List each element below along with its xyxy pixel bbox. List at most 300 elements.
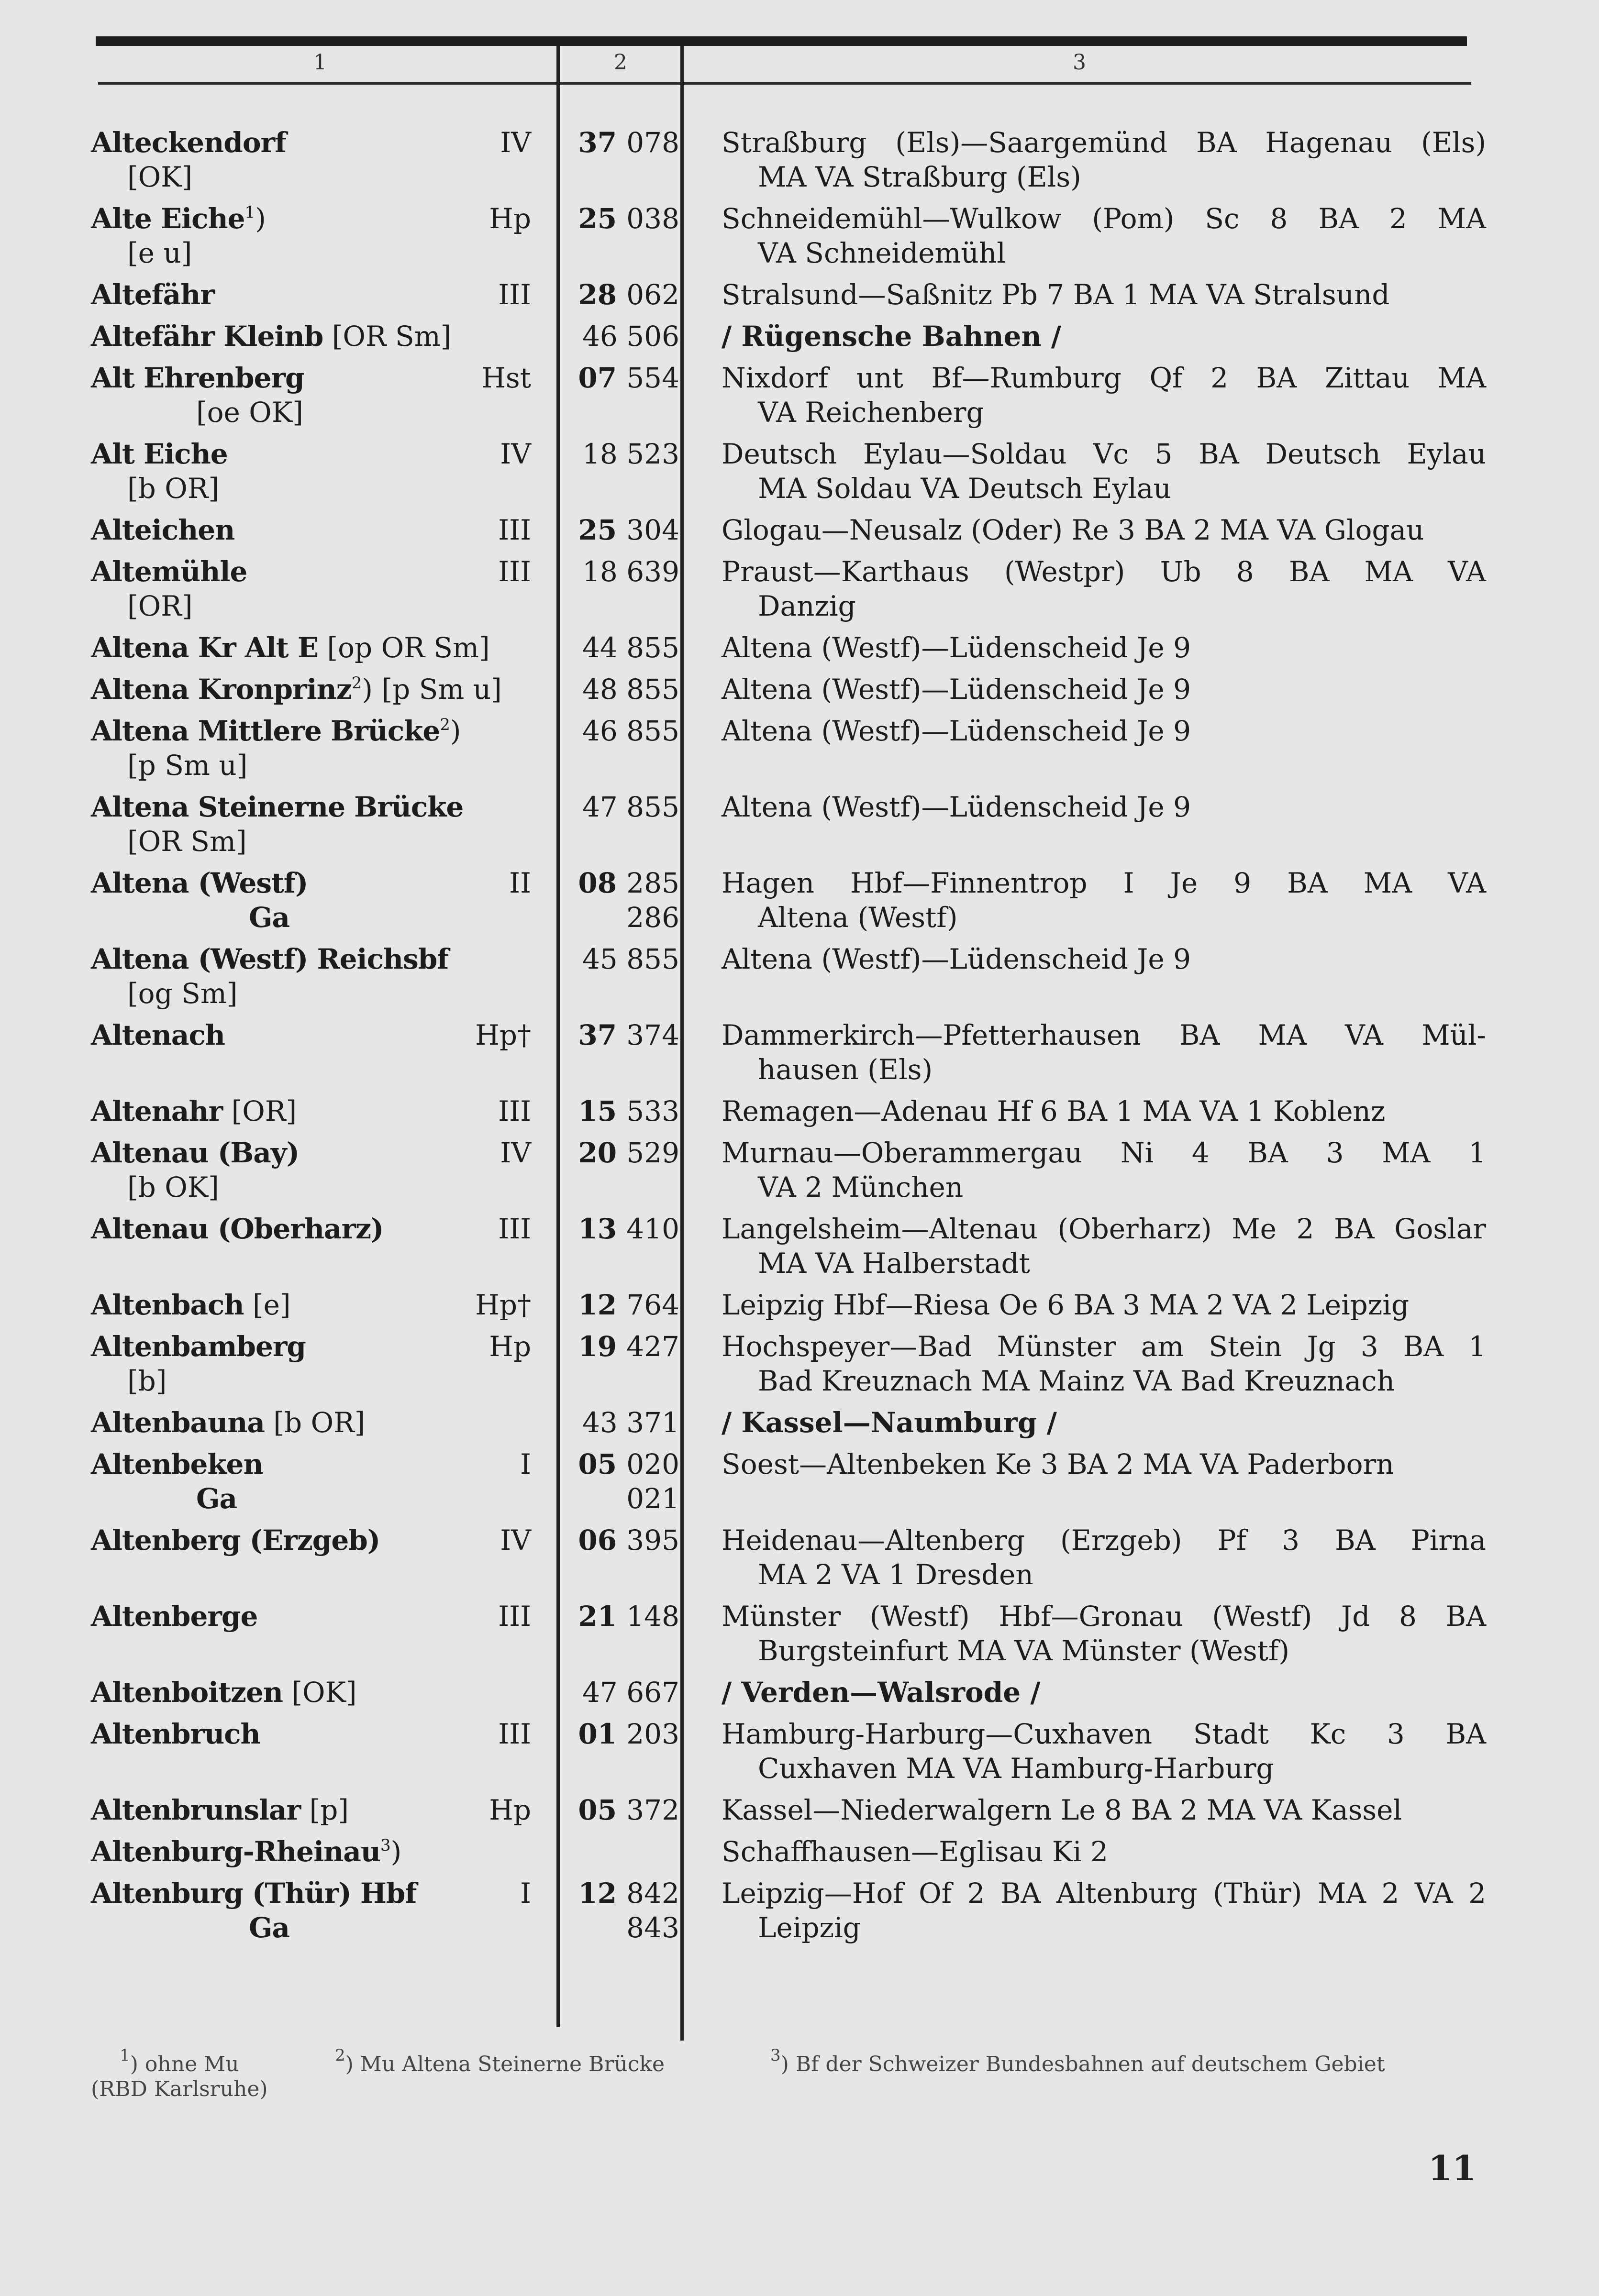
station-name-line2 — [91, 395, 541, 430]
station-name-cell — [0, 1599, 541, 1668]
station-name: Altemühle — [91, 555, 247, 588]
station-name-cell — [0, 1717, 541, 1786]
footnote-ref: 1 — [244, 203, 255, 222]
station-name: Alt Eiche — [91, 438, 228, 470]
station-class: III — [498, 514, 531, 546]
station-name-line — [91, 1717, 541, 1751]
station-name-line — [91, 1288, 541, 1322]
route-description-line: Cuxhaven MA VA Hamburg-Harburg — [758, 1752, 1274, 1785]
route-description-cell — [722, 1018, 1486, 1087]
station-number-cell — [541, 866, 694, 935]
station-name-line2 — [91, 236, 541, 270]
route-description-line: Burgsteinfurt MA VA Münster (Westf) — [758, 1634, 1290, 1667]
station-name: Altenau (Oberharz) — [91, 1213, 384, 1245]
station-number-suffix: 371 — [626, 1406, 679, 1439]
station-class: I — [520, 1877, 531, 1910]
station-name-cell — [0, 1212, 541, 1280]
station-number-cell — [541, 1675, 694, 1710]
station-number-prefix: 12 — [578, 1289, 627, 1321]
goods-abbrev: Ga — [196, 1482, 237, 1515]
station-name: Altena Mittlere Brücke — [91, 715, 440, 747]
station-number-suffix: 667 — [626, 1676, 679, 1709]
station-name-line2 — [91, 748, 541, 783]
station-name: Altena Steinerne Brücke — [91, 791, 464, 823]
route-description-cell — [722, 1094, 1486, 1128]
route-description-line: Kassel—Niederwalgern Le 8 BA 2 MA VA Kassel — [722, 1794, 1402, 1826]
station-number-prefix: 15 — [578, 1095, 627, 1127]
route-description-line: MA VA Straßburg (Els) — [758, 161, 1081, 193]
station-name: Altenburg (Thür) Hbf — [91, 1877, 417, 1910]
route-description-line: Stralsund—Saßnitz Pb 7 BA 1 MA VA Stralsund — [722, 278, 1390, 311]
station-number-alt: 843 — [626, 1911, 679, 1944]
table-row — [0, 1136, 1599, 1212]
station-name-line2 — [91, 1481, 541, 1516]
route-description-line: Hagen Hbf—Finnentrop I Je 9 BA MA VA — [722, 867, 1486, 899]
column-header-3: 3 — [1073, 50, 1086, 75]
station-name-line2 — [91, 1170, 541, 1204]
station-number — [541, 277, 679, 312]
station-number-cell — [541, 1447, 694, 1516]
station-number-prefix: 47 — [582, 1676, 627, 1709]
station-number-cell — [541, 554, 694, 623]
station-number-suffix: 372 — [626, 1794, 679, 1826]
station-number — [541, 1834, 679, 1869]
station-name: Altena (Westf) — [91, 867, 308, 899]
station-number-prefix: 19 — [578, 1330, 627, 1363]
station-number-alt: 021 — [626, 1482, 679, 1515]
column-header-2: 2 — [614, 50, 627, 75]
station-name-line — [91, 1136, 541, 1170]
station-class: IV — [500, 1524, 531, 1556]
route-description-cell — [722, 319, 1486, 353]
station-name: Altenach — [91, 1019, 225, 1051]
station-class: Hp — [489, 202, 531, 235]
station-name-cell — [0, 790, 541, 859]
station-number — [541, 1329, 679, 1364]
station-number-cell — [541, 714, 694, 783]
station-number-prefix: 08 — [578, 867, 627, 899]
station-name-line2 — [91, 471, 541, 506]
route-description-line: Glogau—Neusalz (Oder) Re 3 BA 2 MA VA Glogau — [722, 514, 1424, 546]
station-number-cell — [541, 942, 694, 1011]
station-number — [541, 630, 679, 665]
station-number-suffix: 148 — [626, 1600, 679, 1633]
table-row — [0, 554, 1599, 630]
route-description-line: Remagen—Adenau Hf 6 BA 1 MA VA 1 Koblenz — [722, 1095, 1386, 1127]
route-description-cell — [722, 1793, 1486, 1827]
table-row — [0, 201, 1599, 277]
route-description-line: hausen (Els) — [758, 1053, 933, 1086]
station-number — [541, 1136, 679, 1170]
footnote-ref: 3 — [380, 1836, 391, 1855]
station-number-suffix: 203 — [626, 1718, 679, 1750]
station-number-prefix: 07 — [578, 362, 627, 394]
station-number-suffix: 855 — [626, 943, 679, 975]
route-description-line: Altena (Westf) — [758, 901, 958, 934]
header-rule-thick — [96, 36, 1467, 46]
table-row — [0, 790, 1599, 866]
station-number-cell — [541, 1136, 694, 1204]
route-description-line: VA Reichenberg — [758, 396, 984, 429]
station-number — [541, 554, 679, 589]
table-row — [0, 1094, 1599, 1136]
station-number-prefix: 44 — [582, 631, 627, 664]
route-description-cell — [722, 277, 1486, 312]
station-number-suffix: 639 — [626, 555, 679, 588]
station-name-cell — [0, 319, 541, 353]
station-number-prefix: 20 — [578, 1137, 627, 1169]
station-number — [541, 1405, 679, 1440]
station-name-cell — [0, 554, 541, 623]
station-number — [541, 1018, 679, 1052]
station-number-suffix: 038 — [626, 202, 679, 235]
station-number-suffix: 020 — [626, 1448, 679, 1480]
station-code: [OR] — [222, 1095, 297, 1127]
station-code: [op OR Sm] — [318, 631, 490, 664]
route-description-line: Murnau—Oberammergau Ni 4 BA 3 MA 1 — [722, 1137, 1486, 1169]
route-description-line: MA Soldau VA Deutsch Eylau — [758, 472, 1171, 505]
station-number-prefix: 06 — [578, 1524, 627, 1556]
station-name-line2 — [91, 976, 541, 1011]
footnote-mark: 1 — [120, 2046, 130, 2065]
route-description-line: MA VA Halberstadt — [758, 1247, 1030, 1280]
station-name-line — [91, 125, 541, 160]
table-row — [0, 1793, 1599, 1834]
station-number-cell — [541, 1793, 694, 1827]
route-description-line: Leipzig Hbf—Riesa Oe 6 BA 3 MA 2 VA 2 Leipzig — [722, 1289, 1410, 1321]
station-name-cell — [0, 201, 541, 270]
route-description-line: Altena (Westf)—Lüdenscheid Je 9 — [722, 631, 1191, 664]
station-name: Altenberge — [91, 1600, 258, 1633]
station-number-cell — [541, 513, 694, 547]
station-number — [541, 1447, 679, 1481]
table-row — [0, 866, 1599, 942]
station-name-cell — [0, 1876, 541, 1945]
footnote-paren: ) — [362, 673, 373, 706]
station-class: III — [498, 1213, 531, 1245]
station-code: [e u] — [127, 237, 192, 269]
station-number — [541, 361, 679, 395]
station-number-suffix: 523 — [626, 438, 679, 470]
station-number-prefix: 37 — [578, 126, 627, 159]
footnote-paren: ) — [450, 715, 461, 747]
station-name-line — [91, 672, 541, 706]
station-class: I — [520, 1448, 531, 1480]
table-row — [0, 1876, 1599, 1952]
station-number-cell — [541, 1405, 694, 1440]
station-code: [b OR] — [264, 1406, 366, 1439]
table-row — [0, 942, 1599, 1018]
station-number-suffix: 078 — [626, 126, 679, 159]
route-description-cell — [722, 1136, 1486, 1204]
route-description-cell — [722, 1329, 1486, 1398]
station-number-suffix: 506 — [626, 320, 679, 353]
station-number-cell — [541, 790, 694, 859]
station-number-suffix: 529 — [626, 1137, 679, 1169]
station-name-cell — [0, 1523, 541, 1592]
station-number-prefix: 45 — [582, 943, 627, 975]
station-code: [OR Sm] — [323, 320, 452, 353]
station-number — [541, 1876, 679, 1910]
station-class: III — [498, 1718, 531, 1750]
route-description-cell — [722, 1447, 1486, 1516]
station-number-prefix: 13 — [578, 1213, 627, 1245]
station-name-cell — [0, 1018, 541, 1087]
station-number-cell — [541, 1717, 694, 1786]
station-number — [541, 942, 679, 976]
station-name-line — [91, 201, 541, 236]
table-row — [0, 1717, 1599, 1793]
station-class: III — [498, 278, 531, 311]
table-row — [0, 672, 1599, 714]
station-name-line — [91, 1876, 541, 1910]
station-name: Altenau (Bay) — [91, 1137, 300, 1169]
route-description-line: Hochspeyer—Bad Münster am Stein Jg 3 BA 1 — [722, 1330, 1486, 1363]
footnote-paren: ) — [255, 202, 266, 235]
station-number-prefix: 28 — [578, 278, 627, 311]
station-name-line — [91, 319, 541, 353]
station-number-suffix: 374 — [626, 1019, 679, 1051]
station-number-prefix: 25 — [578, 514, 627, 546]
footnote-paren: ) — [390, 1835, 402, 1868]
station-name: Altenbach — [91, 1289, 244, 1321]
route-description-line: Heidenau—Altenberg (Erzgeb) Pf 3 BA Pirna — [722, 1524, 1486, 1556]
route-description-line: VA Schneidemühl — [758, 237, 1006, 269]
station-number-cell — [541, 361, 694, 430]
station-number-prefix: 46 — [582, 715, 627, 747]
station-code: [p] — [300, 1794, 349, 1826]
route-description-cell — [722, 942, 1486, 1011]
route-description-cell — [722, 630, 1486, 665]
station-number-cell — [541, 1018, 694, 1087]
station-number-cell — [541, 277, 694, 312]
station-name-line — [91, 513, 541, 547]
station-class: IV — [500, 438, 531, 470]
station-number-cell — [541, 125, 694, 194]
route-description-cell — [722, 1405, 1486, 1440]
station-number — [541, 1599, 679, 1634]
station-class: II — [509, 867, 531, 899]
station-number — [541, 125, 679, 160]
table-row — [0, 1212, 1599, 1288]
station-name-cell — [0, 1288, 541, 1322]
station-name-cell — [0, 277, 541, 312]
station-number-prefix: 12 — [578, 1877, 627, 1910]
station-name-line — [91, 1834, 541, 1869]
route-description-cell — [722, 1675, 1486, 1710]
station-name-cell — [0, 1094, 541, 1128]
station-name: Altenbamberg — [91, 1330, 306, 1363]
route-description-line: Leipzig — [758, 1911, 861, 1944]
footnote-2 — [335, 2046, 665, 2077]
station-class: Hp — [489, 1794, 531, 1826]
route-description-cell — [722, 1876, 1486, 1945]
route-description-line: Schaffhausen—Eglisau Ki 2 — [722, 1835, 1109, 1868]
station-number-prefix: 18 — [582, 555, 627, 588]
header-rule — [98, 82, 1471, 85]
station-name-cell — [0, 1793, 541, 1827]
station-name: Altenberg (Erzgeb) — [91, 1524, 380, 1556]
station-number-suffix: 855 — [626, 791, 679, 823]
station-number-suffix: 764 — [626, 1289, 679, 1321]
goods-abbrev: Ga — [249, 1911, 290, 1944]
station-number-cell — [541, 1599, 694, 1668]
station-number — [541, 201, 679, 236]
station-number-prefix: 25 — [578, 202, 627, 235]
table-row — [0, 1405, 1599, 1447]
route-description-line: / Kassel—Naumburg / — [722, 1406, 1057, 1439]
station-number-prefix: 43 — [582, 1406, 627, 1439]
route-description-cell — [722, 1523, 1486, 1592]
route-description-line: Leipzig—Hof Of 2 BA Altenburg (Thür) MA 2 VA 2 — [722, 1877, 1486, 1910]
route-description-cell — [722, 714, 1486, 783]
table-row — [0, 125, 1599, 201]
station-number-cell — [541, 319, 694, 353]
route-description-cell — [722, 437, 1486, 506]
table-row — [0, 1523, 1599, 1599]
route-description-cell — [722, 201, 1486, 270]
route-description-line: Nixdorf unt Bf—Rumburg Qf 2 BA Zittau MA — [722, 362, 1486, 394]
station-name: Altenbruch — [91, 1718, 260, 1750]
table-row — [0, 513, 1599, 554]
station-number — [541, 1717, 679, 1751]
station-name-cell — [0, 125, 541, 194]
route-description-cell — [722, 1599, 1486, 1668]
route-description-line: / Rügensche Bahnen / — [722, 320, 1061, 353]
station-name-cell — [0, 513, 541, 547]
route-description-cell — [722, 361, 1486, 430]
station-name-cell — [0, 1329, 541, 1398]
table-row — [0, 277, 1599, 319]
station-name-line — [91, 1599, 541, 1634]
station-name-line — [91, 361, 541, 395]
station-name-cell — [0, 1405, 541, 1440]
table-row — [0, 1018, 1599, 1094]
station-name-cell — [0, 1834, 541, 1869]
station-number — [541, 714, 679, 748]
table-row — [0, 1329, 1599, 1405]
route-description-line: / Verden—Walsrode / — [722, 1676, 1041, 1709]
station-code: [OK] — [282, 1676, 357, 1709]
station-name: Altenbeken — [91, 1448, 263, 1480]
station-name-line — [91, 790, 541, 824]
station-class: III — [498, 1095, 531, 1127]
station-code: [p Sm u] — [373, 673, 502, 706]
station-name-line — [91, 714, 541, 748]
station-number-cell — [541, 672, 694, 706]
station-name-line — [91, 1793, 541, 1827]
station-class: Hp† — [475, 1289, 531, 1321]
station-name-line2 — [91, 1910, 541, 1945]
station-number-alt: 286 — [626, 901, 679, 934]
station-name-line2 — [91, 160, 541, 194]
station-code: [b] — [127, 1365, 167, 1397]
station-code: [og Sm] — [127, 977, 238, 1010]
station-number-suffix: 855 — [626, 715, 679, 747]
station-name-line — [91, 1329, 541, 1364]
station-name: Alte Eiche — [91, 202, 245, 235]
station-name: Altena Kr Alt E — [91, 631, 319, 664]
route-description-cell — [722, 866, 1486, 935]
station-number-suffix: 285 — [626, 867, 679, 899]
table-row — [0, 361, 1599, 437]
station-number — [541, 1212, 679, 1246]
station-number-suffix: 533 — [626, 1095, 679, 1127]
station-number — [541, 513, 679, 547]
station-class: IV — [500, 1137, 531, 1169]
station-number-suffix: 395 — [626, 1524, 679, 1556]
station-number-suffix: 304 — [626, 514, 679, 546]
station-number-suffix: 554 — [626, 362, 679, 394]
route-description-line: Soest—Altenbeken Ke 3 BA 2 MA VA Paderborn — [722, 1448, 1394, 1480]
footnote-text: (RBD Karlsruhe) — [91, 2077, 268, 2101]
station-name-line2 — [91, 1364, 541, 1398]
route-description-cell — [722, 1834, 1486, 1869]
station-name-line — [91, 437, 541, 471]
table-row — [0, 630, 1599, 672]
footnote-text: ) Mu Altena Steinerne Brücke — [345, 2052, 665, 2076]
station-name-line — [91, 1094, 541, 1128]
station-name-line — [91, 1212, 541, 1246]
station-number-prefix: 18 — [582, 438, 627, 470]
station-name-cell — [0, 714, 541, 783]
route-description-cell — [722, 1288, 1486, 1322]
route-description-line: Münster (Westf) Hbf—Gronau (Westf) Jd 8 BA — [722, 1600, 1486, 1633]
station-number — [541, 790, 679, 824]
route-description-line: Altena (Westf)—Lüdenscheid Je 9 — [722, 715, 1191, 747]
footnote-1 — [91, 2046, 268, 2102]
station-number-cell — [541, 437, 694, 506]
route-description-line: Danzig — [758, 590, 856, 622]
station-name-line — [91, 630, 541, 665]
station-number-prefix: 47 — [582, 791, 627, 823]
station-name: Altena Kronprinz — [91, 673, 352, 706]
station-name-cell — [0, 361, 541, 430]
station-name: Altefähr Kleinb — [91, 320, 323, 353]
station-number-cell — [541, 1523, 694, 1592]
station-number-cell — [541, 1834, 694, 1869]
station-class: III — [498, 1600, 531, 1633]
goods-abbrev: Ga — [249, 901, 290, 934]
route-description-line: Altena (Westf)—Lüdenscheid Je 9 — [722, 673, 1191, 706]
table-row — [0, 437, 1599, 513]
station-name: Altenburg-Rheinau — [91, 1835, 381, 1868]
station-number-prefix: 21 — [578, 1600, 627, 1633]
table-row — [0, 1447, 1599, 1523]
station-number — [541, 1094, 679, 1128]
station-name-line — [91, 277, 541, 312]
station-name: Altenbauna — [91, 1406, 265, 1439]
station-number-cell — [541, 1876, 694, 1945]
station-name: Altenbrunslar — [91, 1794, 301, 1826]
table-row — [0, 319, 1599, 361]
station-name-line — [91, 942, 541, 976]
station-name: Altefähr — [91, 278, 214, 311]
station-name-line — [91, 1018, 541, 1052]
route-description-cell — [722, 513, 1486, 547]
column-header-1: 1 — [313, 50, 327, 75]
route-description-line: Langelsheim—Altenau (Oberharz) Me 2 BA Goslar — [722, 1213, 1486, 1245]
station-number-suffix: 062 — [626, 278, 679, 311]
station-name-cell — [0, 866, 541, 935]
table-row — [0, 1834, 1599, 1876]
footnote-ref: 2 — [440, 715, 450, 734]
station-number-suffix: 410 — [626, 1213, 679, 1245]
station-name-line — [91, 1447, 541, 1481]
station-class: III — [498, 555, 531, 588]
footnote-mark: 2 — [335, 2046, 345, 2065]
station-number-cell — [541, 1212, 694, 1280]
